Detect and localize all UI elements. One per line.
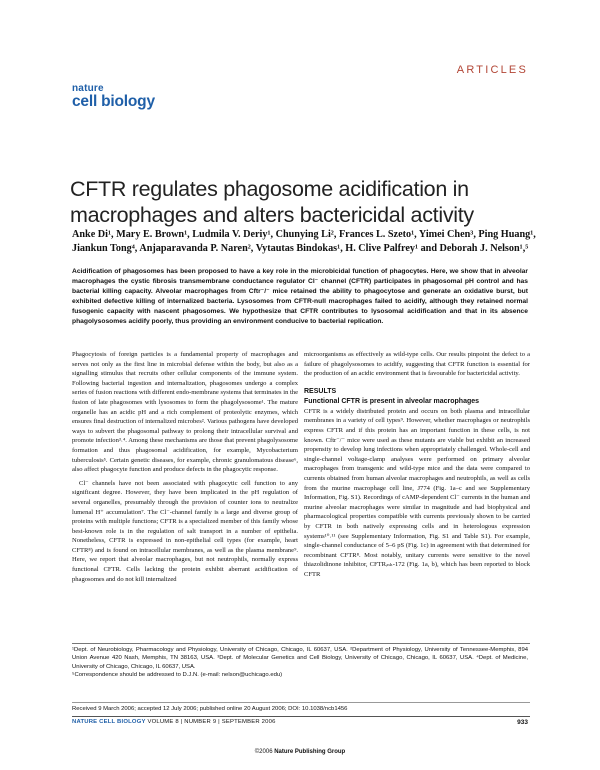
footer-issue: VOLUME 8 | NUMBER 9 | SEPTEMBER 2006: [147, 719, 276, 725]
dates-divider: [72, 702, 530, 703]
body-paragraph: Cl⁻ channels have not been associated with phagocytic cell function to any significant degree. However, they have been implicated in the pH regulation of several organelles, presumably through the provision of counter ions to neutralize lumenal H⁺ accumulation⁷. The Cl⁻-channel family is a large and diverse group of proteins with multiple functions; CFTR is a specialized member of this family whose best-known role is in the regulation of salt transport in a number of epithelia. Nonetheless, CFTR is expressed in non-epithelial cell types (for example, heart CFTR⁸) and is found on intracellular membranes, as well as the plasma membrane⁹. Here, we report that alveolar macrophages, but not neutrophils, normally express functional CFTR. Cells lacking the protein exhibit aberrant acidification of phagosomes and do not kill internalized: [72, 479, 298, 583]
footnotes: [72, 646, 528, 679]
author-list: [72, 228, 542, 255]
publisher-name: Nature Publishing Group: [274, 749, 346, 755]
footer-divider: [72, 716, 530, 717]
correspondence-footnote: ⁵Correspondence should be addressed to D.J.N. (e-mail: nelson@uchicago.edu): [72, 671, 283, 678]
footer-journal-name: NATURE CELL BIOLOGY: [72, 719, 146, 725]
footnote-divider: [72, 643, 530, 644]
journal-logo-line2: cell biology: [72, 93, 155, 110]
copyright-year: ©2006: [254, 749, 273, 755]
author-line: Jiankun Tong⁴, Anjaparavanda P. Naren², Vytautas Bindokas¹, H. Clive Palfrey¹ and Deborah J. Nelson¹,⁵: [72, 242, 529, 254]
body-column-left: [72, 350, 298, 584]
body-paragraph: microorganisms as effectively as wild-type cells. Our results pinpoint the defect to a failure of phagolysosomes to acidify, suggesting that CFTR function is essential for the production of an acidic environment that is favourable for bactericidal activity.: [304, 351, 530, 378]
abstract: Acidification of phagosomes has been proposed to have a key role in the microbicidal function of phagocytes. Here, we show that in alveolar macrophages the cystic fibrosis transmembrane conductance regulator Cl⁻ channel (CFTR) participates in phagosomal pH control and has bacterial killing capacity. Alveolar macrophages from Cftr⁻/⁻ mice retained the ability to phagocytose and generate an oxidative burst, but exhibited defective killing of internalized bacteria. Lysosomes from CFTR-null macrophages failed to acidify, although they retained normal fusogenic capacity with nascent phagosomes. We hypothesize that CFTR contributes to lysosomal acidification and that in its absence phagolysosomes acidify poorly, thus providing an environment conducive to bacterial replication.: [72, 268, 528, 325]
page-number: 933: [517, 719, 528, 726]
section-label: ARTICLES: [456, 64, 528, 76]
footer-journal-info: [72, 719, 276, 725]
copyright: [0, 749, 600, 755]
journal-logo: [72, 84, 155, 110]
results-subheading: Functional CFTR is present in alveolar macrophages: [304, 397, 480, 405]
body-column-right: [304, 350, 530, 579]
publication-dates: Received 9 March 2006; accepted 12 July 2006; published online 20 August 2006; DOI: 10.1038/ncb1456: [72, 706, 348, 712]
journal-logo-line1: nature: [72, 83, 104, 94]
body-paragraph: CFTR is a widely distributed protein and occurs on both plasma and intracellular membranes in a variety of cell types⁹. However, whether macrophages or neutrophils express CFTR and if this protein has an important function in these cells, is not known. Cftr⁻/⁻ mice were used as these mutants are viable but exhibit an increased propensity to develop lung infections when appropriately challenged. Whole-cell and single-channel voltage-clamp analyses were performed on primary alveolar macrophages from transgenic and wild-type mice and the data were compared to currents obtained from human alveolar macrophages and neutrophils, as well as cells from the murine macrophage cell line, J774 (Fig. 1a–c and see Supplementary Information, Fig. S1). Recordings of cAMP-dependent Cl⁻ currents in the human and murine alveolar macrophages were similar in magnitude and had biophysical and pharmacological properties compatible with currents previously shown to be carried by CFTR in both natively expressing cells and in heterologous expression systems¹⁰˒¹¹ (see Supplementary Information, Fig. S1 and Table S1). For example, single-channel conductance of 5–6 pS (Fig. 1c) in agreement with that determined for recombinant CFTR⁸. Most notably, unitary currents were sensitive to the novel thiazolidinone inhibitor, CFTRᵢₙₕ-172 (Fig. 1a, b), which has been reported to block CFTR: [304, 407, 530, 578]
affiliations-footnote: ¹Dept. of Neurobiology, Pharmacology and Physiology, University of Chicago, Chicago, IL 60637, USA. ²Department of Physiology, University of Tennessee-Memphis, 894 Union Avenue 420 Nash, Memphis, TN 38163, USA. ³Dept. of Molecular Genetics and Cell Biology, University of Chicago, Chicago, IL 60637, USA. ⁴Dept. of Medicine, University of Chicago, Chicago, IL 60637, USA.: [72, 647, 528, 670]
author-line: Anke Di¹, Mary E. Brown¹, Ludmila V. Deriy¹, Chunying Li², Frances L. Szeto¹, Yimei Chen³, Ping Huang¹,: [72, 229, 536, 240]
article-title: CFTR regulates phagosome acidification in macrophages and alters bactericidal activity: [70, 177, 474, 227]
body-paragraph: Phagocytosis of foreign particles is a fundamental property of macrophages and serves not only as the first line in microbial defense within the body, but also as a signalling stimulus that recruits other cellular components of the immune system. Following bacterial ingestion and internalization, phagosomes undergo a complex series of fusion reactions with different endo-membrane systems that terminates in the fusion of late phagosomes with lysosomes to form the phagolysosome¹. The mature organelle has an acidic pH and a rich complement of proteolytic enzymes, which ensures final destruction of internalized microbes². Various pathogens have developed ways to subvert the phagosomal pathway to prolong their intracellular survival and promote infection³˒⁴. Among these mechanisms are those that prevent phagolysosome formation and thus phagosomal acidification, for example, Mycobacterium tuberculosis⁵. Certain genetic diseases, for example, chronic granulomatous disease⁶, also affect phagocyte function and produce defects in the phagocytic response.: [72, 351, 298, 474]
results-heading: RESULTS: [304, 387, 337, 395]
